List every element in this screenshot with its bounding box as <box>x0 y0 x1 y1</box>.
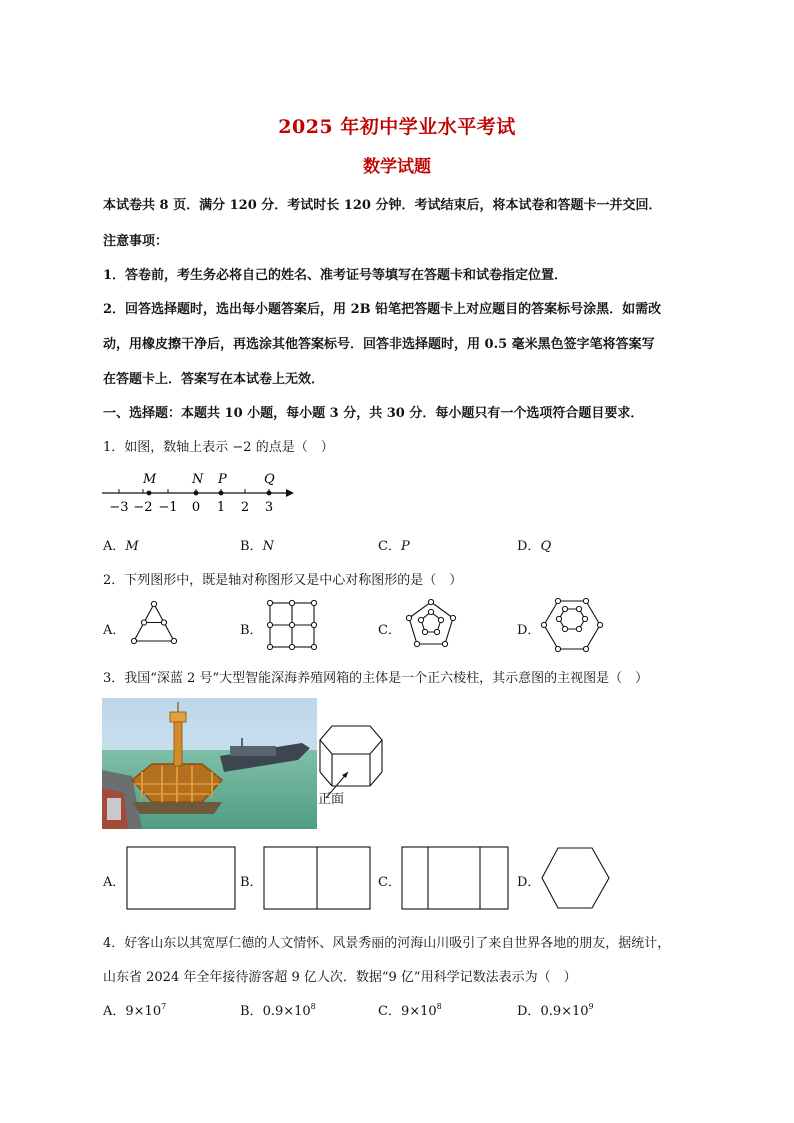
front-view-label: 正面 <box>318 792 345 807</box>
notice-item-1: 1．答卷前，考生务必将自己的姓名、准考证号等填写在答题卡和试卷指定位置． <box>103 268 568 283</box>
q4-stem-line-2: 山东省 2024 年全年接待游客超 9 亿人次．数据“9 亿”用科学记数法表示为（ ） <box>103 970 577 985</box>
q1-option-d[interactable] <box>517 535 551 554</box>
q3-figure-b-two-panels <box>263 846 373 912</box>
number-line-arrow <box>286 489 294 497</box>
option-value: 9×10 <box>125 1004 162 1019</box>
q2-figure-b-grid <box>265 598 321 654</box>
q4-option-c[interactable] <box>378 1000 442 1019</box>
notice-item-2-line-2: 动，用橡皮擦干净后，再选涂其他答案标号．回答非选择题时，用 0.5 毫米黑色签字笔将答案写 <box>103 337 655 352</box>
point-q <box>267 491 272 496</box>
q4-option-a[interactable] <box>103 1000 166 1019</box>
section-1-heading: 一、选择题：本题共 10 小题，每小题 3 分，共 30 分．每小题只有一个选项符合题目要求． <box>103 406 644 421</box>
tick-label: −2 <box>133 500 153 515</box>
q3-option-c-label[interactable]: C． <box>378 875 401 890</box>
q2-option-a-label[interactable]: A． <box>103 623 126 638</box>
q1-stem: 1．如图，数轴上表示 −2 的点是（ ） <box>103 440 334 455</box>
option-letter: C． <box>378 1004 401 1019</box>
tick-label: −1 <box>158 500 178 515</box>
option-letter: D． <box>517 539 541 554</box>
fish-farm-photo <box>102 698 317 829</box>
option-value: 0.9×10 <box>262 1004 311 1019</box>
option-letter: B． <box>240 1004 263 1019</box>
q3-option-b-label[interactable]: B． <box>240 875 263 890</box>
option-exponent: 8 <box>310 1002 316 1011</box>
q2-figure-c-pentagon <box>401 598 461 654</box>
exam-title: 2025 年初中学业水平考试 <box>278 116 516 138</box>
option-exponent: 7 <box>161 1002 167 1011</box>
notice-item-2-line-1: 2．回答选择题时，选出每小题答案后，用 2B 铅笔把答题卡上对应题目的答案标号涂黑．如需改 <box>103 302 662 317</box>
option-exponent: 8 <box>436 1002 442 1011</box>
option-value: M <box>125 539 139 554</box>
q3-stem: 3．我国“深蓝 2 号”大型智能深海养殖网箱的主体是一个正六棱柱，其示意图的主视图是（ ） <box>103 671 649 686</box>
q4-stem-line-1: 4．好客山东以其宽厚仁德的人文情怀、风景秀丽的河海山川吸引了来自世界各地的朋友，据统计， <box>103 936 671 951</box>
point-label-p: P <box>218 472 227 487</box>
tick-label: 3 <box>264 500 274 515</box>
q2-figure-a-triangle <box>128 598 184 654</box>
point-label-q: Q <box>264 472 275 487</box>
option-value: Q <box>540 539 552 554</box>
tick-label: 0 <box>191 500 201 515</box>
q3-option-d-label[interactable]: D． <box>517 875 541 890</box>
point-p <box>219 491 224 496</box>
tick-label: 1 <box>216 500 226 515</box>
q2-option-b-label[interactable]: B． <box>240 623 263 638</box>
option-letter: C． <box>378 539 401 554</box>
option-letter: B． <box>240 539 263 554</box>
point-n <box>194 491 199 496</box>
q4-option-b[interactable] <box>240 1000 316 1019</box>
notice-heading: 注意事项： <box>103 234 169 249</box>
option-value: P <box>400 539 410 554</box>
option-value: 9×10 <box>400 1004 437 1019</box>
q2-option-c-label[interactable]: C． <box>378 623 401 638</box>
point-label-m: M <box>143 472 157 487</box>
q2-option-d-label[interactable]: D． <box>517 623 541 638</box>
option-value: N <box>262 539 274 554</box>
option-value: 0.9×10 <box>540 1004 589 1019</box>
q3-option-a-label[interactable]: A． <box>103 875 126 890</box>
point-label-n: N <box>192 472 204 487</box>
tick-label: 2 <box>240 500 250 515</box>
q4-option-d[interactable] <box>517 1000 594 1019</box>
intro-text: 本试卷共 8 页．满分 120 分．考试时长 120 分钟．考试结束后，将本试卷和答题卡一并交回． <box>103 198 662 213</box>
option-exponent: 9 <box>588 1002 594 1011</box>
q3-figure-a-rectangle <box>126 846 238 912</box>
option-letter: D． <box>517 1004 541 1019</box>
q3-figure-d-hexagon <box>540 846 612 912</box>
point-m <box>147 491 152 496</box>
option-letter: A． <box>103 1004 126 1019</box>
q1-option-c[interactable] <box>378 535 410 554</box>
notice-item-2-line-3: 在答题卡上．答案写在本试卷上无效． <box>103 372 325 387</box>
q3-figure-c-three-panels <box>401 846 511 912</box>
tick-label: −3 <box>109 500 129 515</box>
q1-option-a[interactable] <box>103 535 139 554</box>
exam-subtitle: 数学试题 <box>363 157 431 177</box>
q2-figure-d-hexagon <box>540 596 606 656</box>
q1-option-b[interactable] <box>240 535 274 554</box>
q1-number-line <box>100 466 300 518</box>
q2-stem: 2．下列图形中，既是轴对称图形又是中心对称图形的是（ ） <box>103 573 463 588</box>
option-letter: A． <box>103 539 126 554</box>
